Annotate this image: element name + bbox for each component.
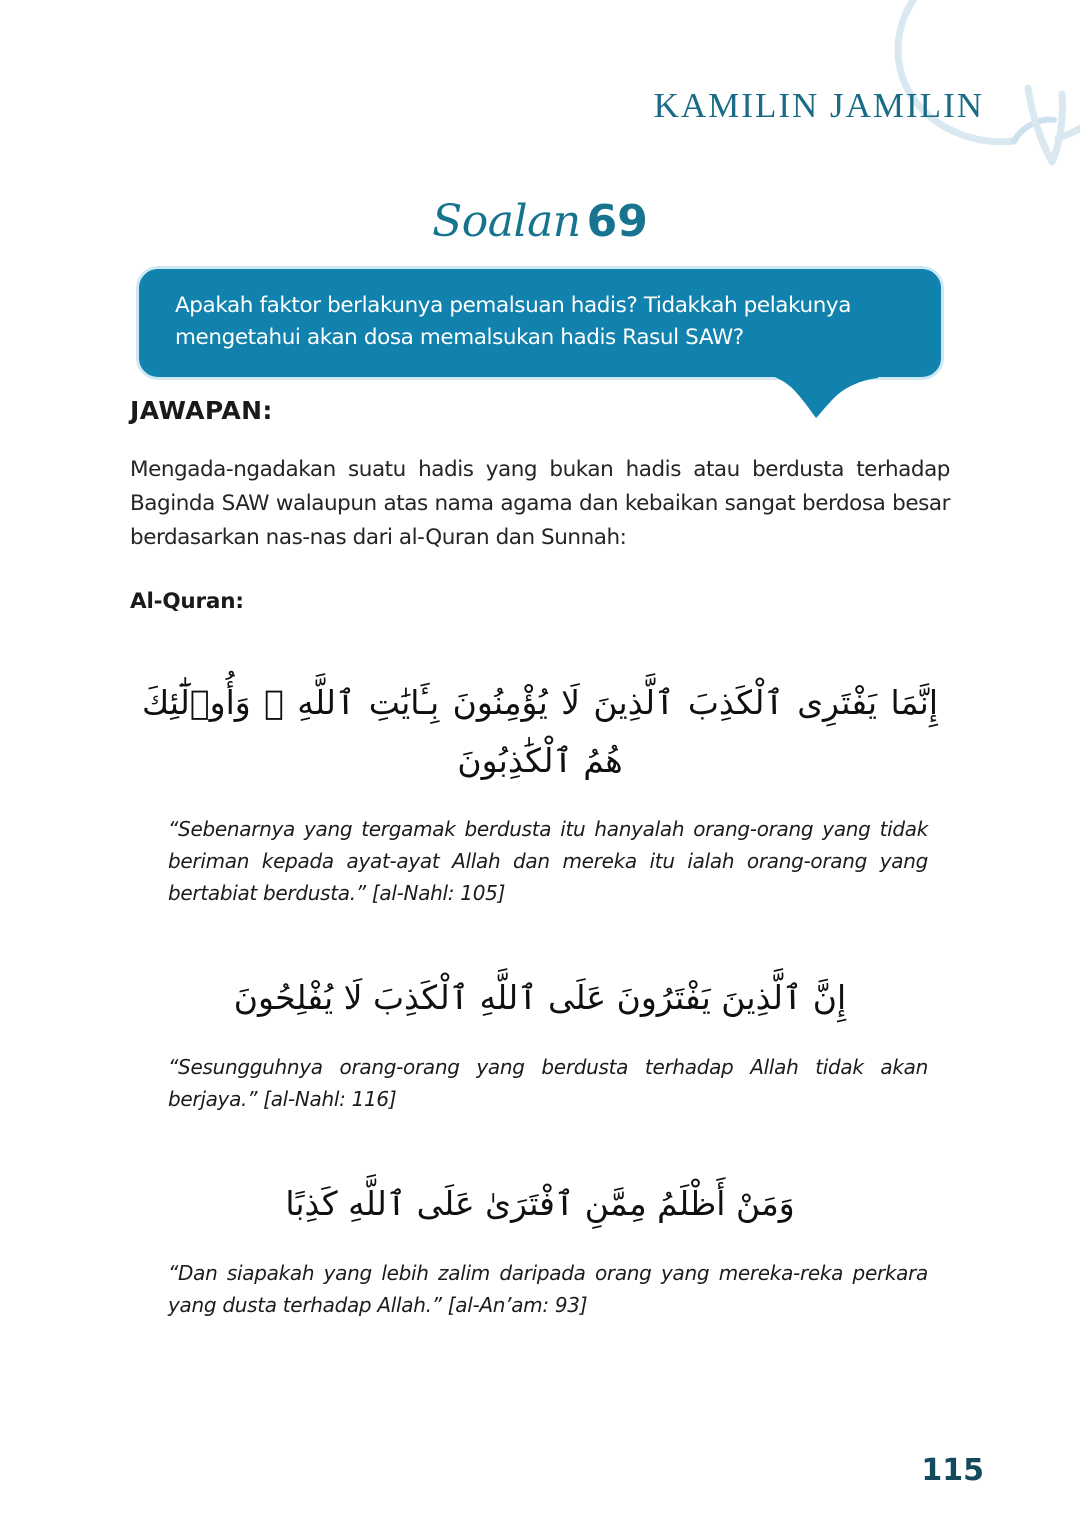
arabic-verse-text: إِنَّمَا يَفْتَرِى ٱلْكَذِبَ ٱلَّذِينَ لَا يُؤْمِنُونَ بِـَٔايَٰتِ ٱللَّهِ ۖ وَأُو۟لَٰٓئِكَ هُمُ ٱلْكَٰذِبُونَ bbox=[142, 682, 938, 780]
answer-heading: JAWAPAN: bbox=[130, 396, 273, 425]
verse-block bbox=[130, 1175, 950, 1321]
verse-translation-text: “Dan siapakah yang lebih zalim daripada orang yang mereka-reka perkara yang dusta terhadap Allah.” [al-An’am: 93] bbox=[168, 1260, 928, 1317]
verse-translation-text: “Sebenarnya yang tergamak berdusta itu hanyalah orang-orang yang tidak beriman kepada ayat-ayat Allah dan mereka itu ialah orang-orang yang bertabiat berdusta.” [al-Nahl: 105] bbox=[168, 817, 928, 906]
answer-section bbox=[130, 396, 950, 1321]
arabic-verse-text: وَمَنْ أَظْلَمُ مِمَّنِ ٱفْتَرَىٰ عَلَى ٱللَّهِ كَذِبًا bbox=[285, 1184, 795, 1224]
answer-paragraph: Mengada-ngadakan suatu hadis yang bukan hadis atau berdusta terhadap Baginda SAW walaupun atas nama agama dan kebaikan sangat berdosa besar berdasarkan nas-nas dari al-Quran dan Sunnah: bbox=[130, 457, 950, 550]
page-number: 115 bbox=[921, 1453, 984, 1488]
verse-translation-text: “Sesungguhnya orang-orang yang berdusta terhadap Allah tidak akan berjaya.” [al-Nahl: 116] bbox=[168, 1055, 928, 1112]
arabic-verse-text: إِنَّ ٱلَّذِينَ يَفْتَرُونَ عَلَى ٱللَّهِ ٱلْكَذِبَ لَا يُفْلِحُونَ bbox=[233, 978, 847, 1018]
page-title-number: 69 bbox=[586, 196, 648, 247]
page-title bbox=[0, 196, 1080, 247]
verse-block bbox=[130, 969, 950, 1115]
page-title-word: Soalan bbox=[432, 196, 581, 247]
decorative-speech-bubble-icon bbox=[868, 0, 1080, 168]
question-callout bbox=[136, 266, 944, 380]
alquran-subheading: Al-Quran: bbox=[130, 588, 244, 614]
running-header-title: KAMILIN JAMILIN bbox=[653, 86, 984, 125]
verse-block bbox=[130, 674, 950, 910]
question-bubble-text: Apakah faktor berlakunya pemalsuan hadis? Tidakkah pelakunya mengetahui akan dosa memalsukan hadis Rasul SAW? bbox=[136, 266, 944, 380]
